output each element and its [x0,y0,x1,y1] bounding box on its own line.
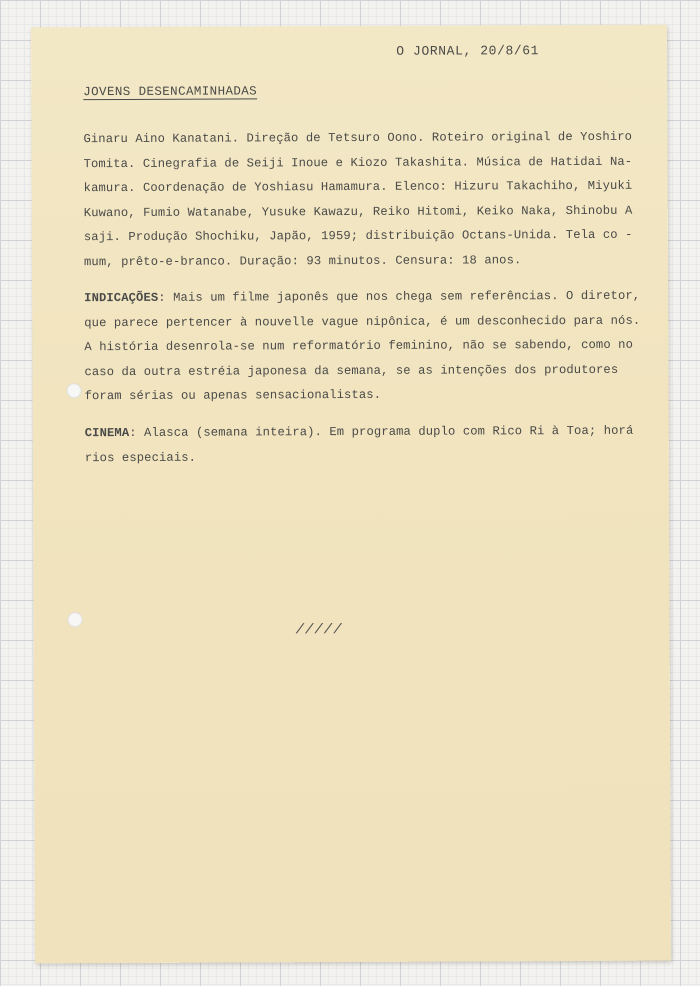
end-marks: ///// [295,622,343,639]
source-date: O JORNAL, 20/8/61 [396,43,540,59]
indicacoes-line: que parece pertencer à nouvelle vague nipônica, é um desconhecido para nós. [84,313,641,330]
indicacoes-line: A história desenrola-se num reformatório feminino, não se sabendo, como no [84,337,634,355]
film-title: JOVENS DESENCAMINHADAS [83,84,258,100]
indicacoes-line: foram sérias ou apenas sensacionalistas. [84,387,382,404]
indicacoes-label: INDICAÇÕES [84,290,159,306]
credits-line: Kuwano, Fumio Watanabe, Yusuke Kawazu, Reiko Hitomi, Keiko Naka, Shinobu A [83,203,633,220]
credits-paragraph [83,125,644,274]
cinema-label: CINEMA [84,425,130,441]
punch-hole-bottom [68,612,83,627]
credits-line: Tomita. Cinegrafia de Seiji Inoue e Kiozo Takashita. Música de Hatidai Na- [83,154,633,171]
cinema-line: : Alasca (semana inteira). Em programa duplo com Rico Ri à Toa; horá [129,423,634,440]
indicacoes-line: caso da outra estréia japonesa da semana, se as intenções dos produtores [84,362,619,379]
credits-line: saji. Produção Shochiku, Japão, 1959; distribuição Octans-Unida. Tela co - [83,227,633,245]
credits-line: mum, prêto-e-branco. Duração: 93 minutos. Censura: 18 anos. [83,252,522,269]
indicacoes-paragraph [84,284,645,409]
credits-line: Ginaru Aino Kanatani. Direção de Tetsuro Oono. Roteiro original de Yoshiro [83,129,633,147]
credits-line: kamura. Coordenação de Yoshiasu Hamamura. Elenco: Hizuru Takachiho, Miyuki [83,178,633,196]
cinema-line: rios especiais. [84,450,197,465]
cinema-paragraph [85,419,645,470]
indicacoes-line: : Mais um filme japonês que nos chega sem referências. O diretor, [158,288,641,305]
typed-page [31,25,671,964]
punch-hole-top [67,383,82,398]
